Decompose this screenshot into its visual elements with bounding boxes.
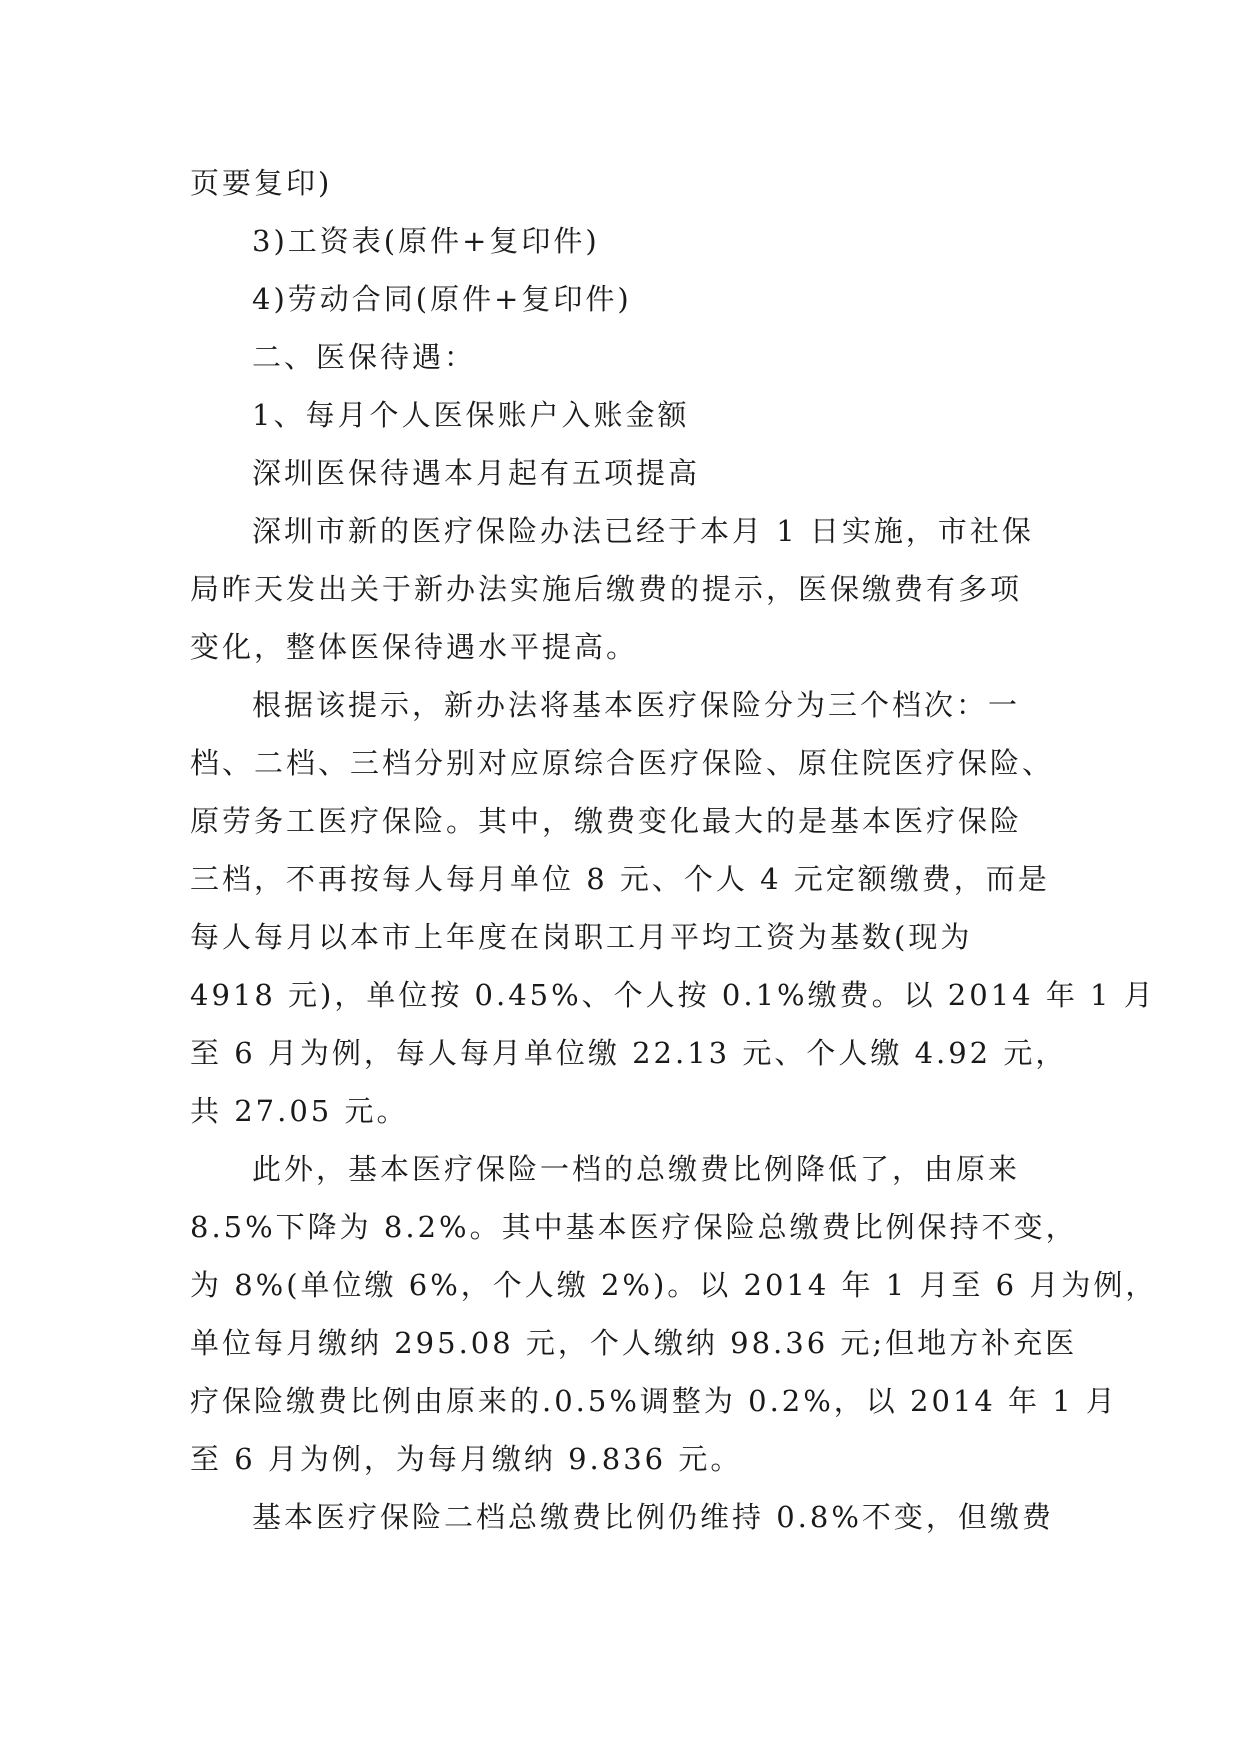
text-line: 4)劳动合同(原件+复印件) bbox=[252, 282, 632, 316]
text-line: 深圳市新的医疗保险办法已经于本月 1 日实施，市社保 bbox=[252, 514, 1034, 548]
text-line: 至 6 月为例，为每月缴纳 9.836 元。 bbox=[190, 1442, 743, 1476]
text-line: 8.5%下降为 8.2%。其中基本医疗保险总缴费比例保持不变， bbox=[190, 1210, 1078, 1244]
text-line: 深圳医保待遇本月起有五项提高 bbox=[252, 456, 701, 490]
text-line: 3)工资表(原件+复印件) bbox=[252, 224, 600, 258]
text-line: 疗保险缴费比例由原来的.0.5%调整为 0.2%，以 2014 年 1 月 bbox=[190, 1384, 1118, 1418]
subsection-heading: 1、每月个人医保账户入账金额 bbox=[252, 398, 690, 432]
text-line: 页要复印) bbox=[190, 166, 333, 200]
text-line: 基本医疗保险二档总缴费比例仍维持 0.8%不变，但缴费 bbox=[252, 1500, 1054, 1534]
text-line: 变化，整体医保待遇水平提高。 bbox=[190, 630, 639, 664]
text-line: 至 6 月为例，每人每月单位缴 22.13 元、个人缴 4.92 元， bbox=[190, 1036, 1068, 1070]
text-line: 每人每月以本市上年度在岗职工月平均工资为基数(现为 bbox=[190, 920, 973, 954]
section-heading: 二、医保待遇： bbox=[252, 340, 477, 374]
text-line: 单位每月缴纳 295.08 元，个人缴纳 98.36 元;但地方补充医 bbox=[190, 1326, 1078, 1360]
text-line: 原劳务工医疗保险。其中，缴费变化最大的是基本医疗保险 bbox=[190, 804, 1023, 838]
document-body bbox=[190, 154, 1158, 1546]
text-line: 4918 元)，单位按 0.45%、个人按 0.1%缴费。以 2014 年 1 月 bbox=[190, 978, 1156, 1012]
text-line: 档、二档、三档分别对应原综合医疗保险、原住院医疗保险、 bbox=[190, 746, 1055, 780]
text-line: 根据该提示，新办法将基本医疗保险分为三个档次：一 bbox=[252, 688, 1021, 722]
text-line: 此外，基本医疗保险一档的总缴费比例降低了，由原来 bbox=[252, 1152, 1021, 1186]
text-line: 共 27.05 元。 bbox=[190, 1094, 409, 1128]
text-line: 为 8%(单位缴 6%，个人缴 2%)。以 2014 年 1 月至 6 月为例， bbox=[190, 1268, 1158, 1302]
text-line: 三档，不再按每人每月单位 8 元、个人 4 元定额缴费，而是 bbox=[190, 862, 1050, 896]
text-line: 局昨天发出关于新办法实施后缴费的提示，医保缴费有多项 bbox=[190, 572, 1023, 606]
